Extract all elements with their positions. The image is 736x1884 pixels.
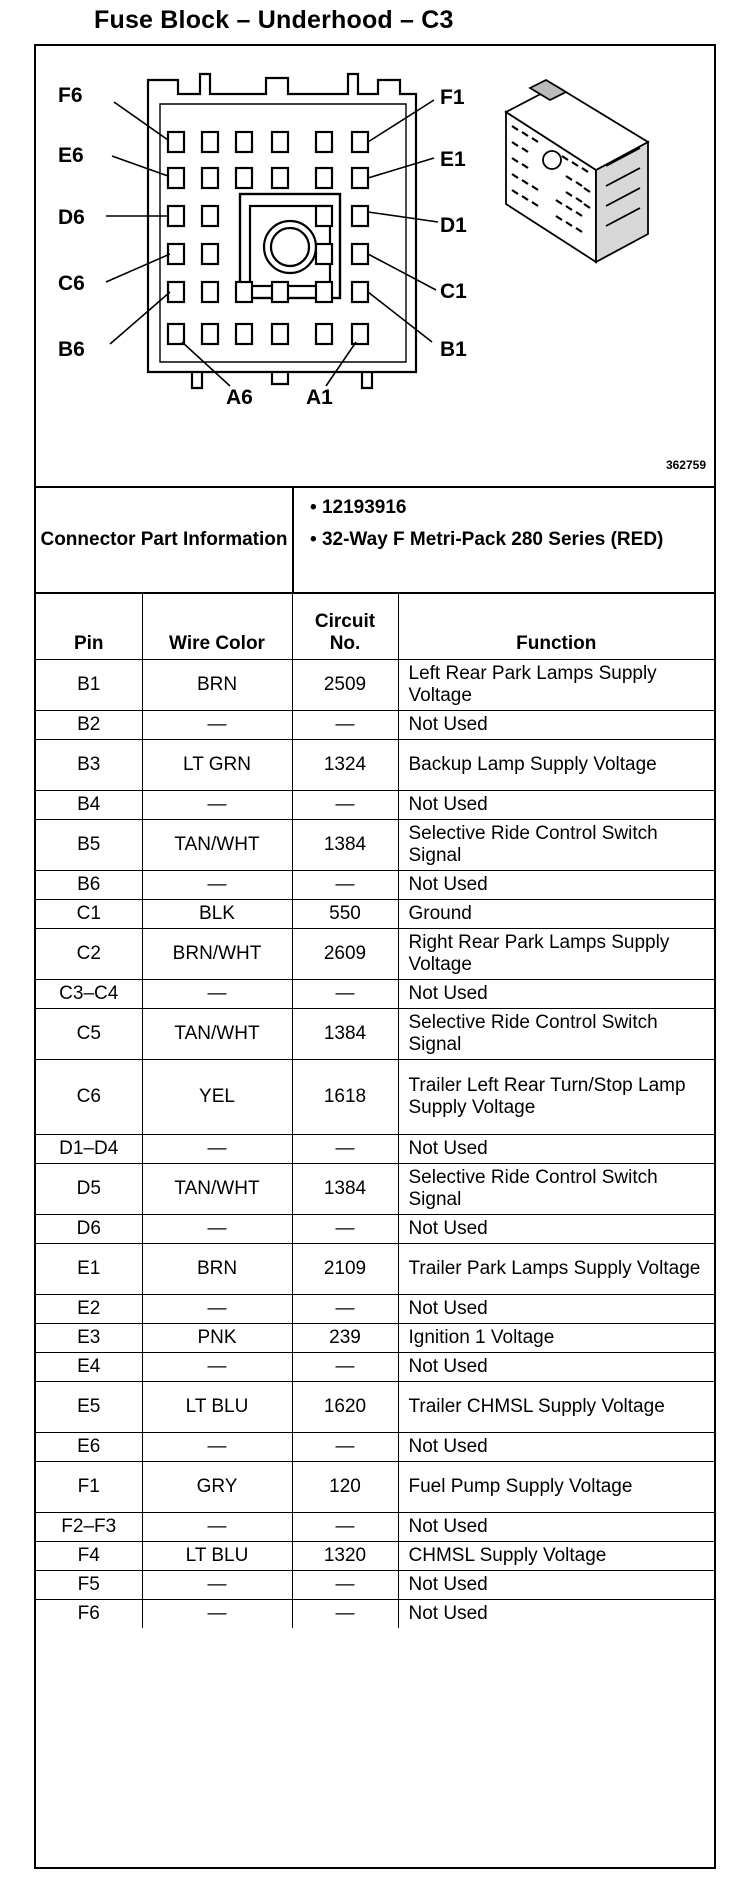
cavity-F4 (236, 132, 252, 152)
header-function: Function (398, 593, 714, 660)
cell-pin: B2 (36, 711, 142, 740)
cell-function: CHMSL Supply Voltage (398, 1542, 714, 1571)
cell-function: Not Used (398, 1353, 714, 1382)
cavity-D5 (202, 206, 218, 226)
cell-function: Not Used (398, 1433, 714, 1462)
iso-latch (543, 151, 561, 169)
table-row (36, 1215, 714, 1244)
cell-circuit: 2509 (292, 660, 398, 711)
cell-pin: E5 (36, 1382, 142, 1433)
cell-wire-color: — (142, 711, 292, 740)
table-row (36, 900, 714, 929)
cell-pin: C6 (36, 1060, 142, 1135)
pin-table (36, 592, 714, 1628)
cavity-E2 (316, 168, 332, 188)
cell-circuit: — (292, 980, 398, 1009)
cell-function: Not Used (398, 1571, 714, 1600)
cavity-E5 (202, 168, 218, 188)
label-F1: F1 (440, 86, 465, 109)
cell-pin: E6 (36, 1433, 142, 1462)
cell-function: Right Rear Park Lamps Supply Voltage (398, 929, 714, 980)
header-wire-color: Wire Color (142, 593, 292, 660)
cell-wire-color: — (142, 980, 292, 1009)
cavity-A1 (352, 324, 368, 344)
connector-iso-view (506, 80, 648, 262)
cavity-D2 (316, 206, 332, 226)
cell-wire-color: — (142, 1353, 292, 1382)
cell-circuit: — (292, 1215, 398, 1244)
cell-wire-color: BRN (142, 660, 292, 711)
cell-function: Trailer Park Lamps Supply Voltage (398, 1244, 714, 1295)
table-row (36, 1353, 714, 1382)
leader-F1 (368, 100, 434, 142)
cell-function: Not Used (398, 980, 714, 1009)
leader-A6 (182, 342, 230, 386)
cell-wire-color: — (142, 1513, 292, 1542)
table-row (36, 660, 714, 711)
table-row (36, 1462, 714, 1513)
table-row (36, 1382, 714, 1433)
cell-wire-color: TAN/WHT (142, 820, 292, 871)
table-row (36, 1135, 714, 1164)
cell-pin: C2 (36, 929, 142, 980)
table-row (36, 1060, 714, 1135)
label-D1: D1 (440, 214, 467, 237)
cell-wire-color: — (142, 1600, 292, 1629)
cell-function: Not Used (398, 1215, 714, 1244)
cell-circuit: 1324 (292, 740, 398, 791)
cell-wire-color: TAN/WHT (142, 1009, 292, 1060)
connector-part-details (310, 496, 700, 560)
cell-pin: D6 (36, 1215, 142, 1244)
cavity-D6 (168, 206, 184, 226)
cell-pin: F5 (36, 1571, 142, 1600)
cell-pin: D5 (36, 1164, 142, 1215)
cell-circuit: — (292, 1135, 398, 1164)
table-row (36, 929, 714, 980)
cell-wire-color: YEL (142, 1060, 292, 1135)
cell-function: Not Used (398, 1135, 714, 1164)
cell-wire-color: LT GRN (142, 740, 292, 791)
cavity-E4 (236, 168, 252, 188)
connector-frame (34, 44, 716, 1869)
cell-circuit: — (292, 1571, 398, 1600)
cavity-F5 (202, 132, 218, 152)
cell-function: Not Used (398, 1295, 714, 1324)
cell-circuit: 120 (292, 1462, 398, 1513)
cell-wire-color: — (142, 1571, 292, 1600)
cell-pin: E3 (36, 1324, 142, 1353)
cell-circuit: — (292, 1513, 398, 1542)
cell-wire-color: BLK (142, 900, 292, 929)
label-D6: D6 (58, 206, 85, 229)
connector-diagram (36, 46, 714, 488)
header-pin: Pin (36, 593, 142, 660)
page-title: Fuse Block – Underhood – C3 (94, 6, 454, 34)
cavity-D1 (352, 206, 368, 226)
cavity-F3 (272, 132, 288, 152)
cavity-C6 (168, 244, 184, 264)
cavity-B2 (316, 282, 332, 302)
cell-pin: B5 (36, 820, 142, 871)
latch-ring-inner (271, 228, 309, 266)
header-circuit-no: Circuit No. (292, 593, 398, 660)
pin-table-header (36, 593, 714, 660)
cell-wire-color: — (142, 871, 292, 900)
cell-function: Trailer Left Rear Turn/Stop Lamp Supply Voltage (398, 1060, 714, 1135)
table-row (36, 1244, 714, 1295)
cell-circuit: 239 (292, 1324, 398, 1353)
connector-part-description: • 32-Way F Metri-Pack 280 Series (RED) (310, 529, 664, 550)
label-C1: C1 (440, 280, 467, 303)
cavity-A2 (316, 324, 332, 344)
cell-pin: C3–C4 (36, 980, 142, 1009)
table-row (36, 1542, 714, 1571)
cell-circuit: — (292, 711, 398, 740)
cell-function: Trailer CHMSL Supply Voltage (398, 1382, 714, 1433)
cavity-E1 (352, 168, 368, 188)
connector-part-number: • 12193916 (310, 497, 407, 518)
cavity-E6 (168, 168, 184, 188)
cell-circuit: 1384 (292, 1164, 398, 1215)
table-row (36, 1433, 714, 1462)
cell-circuit: 1620 (292, 1382, 398, 1433)
cell-circuit: — (292, 871, 398, 900)
cell-wire-color: — (142, 1135, 292, 1164)
leader-A1 (326, 342, 356, 386)
leader-E1 (368, 158, 434, 178)
cell-circuit: — (292, 791, 398, 820)
label-A1: A1 (306, 386, 333, 409)
connector-drawing (36, 46, 714, 486)
cell-function: Not Used (398, 711, 714, 740)
cell-function: Selective Ride Control Switch Signal (398, 820, 714, 871)
cell-function: Not Used (398, 1600, 714, 1629)
table-row (36, 871, 714, 900)
table-row (36, 1295, 714, 1324)
cell-circuit: — (292, 1295, 398, 1324)
table-row (36, 1009, 714, 1060)
diagram-part-number: 362759 (665, 458, 706, 472)
cell-pin: B4 (36, 791, 142, 820)
cell-wire-color: BRN (142, 1244, 292, 1295)
cell-function: Not Used (398, 791, 714, 820)
cavity-C2 (316, 244, 332, 264)
cell-wire-color: — (142, 1215, 292, 1244)
cell-function: Fuel Pump Supply Voltage (398, 1462, 714, 1513)
leader-D1 (368, 212, 438, 222)
table-row (36, 1513, 714, 1542)
connector-part-label: Connector Part Information (36, 488, 294, 592)
cell-wire-color: PNK (142, 1324, 292, 1353)
table-row (36, 711, 714, 740)
cell-circuit: — (292, 1433, 398, 1462)
cavity-C1 (352, 244, 368, 264)
cell-pin: D1–D4 (36, 1135, 142, 1164)
table-row (36, 1164, 714, 1215)
label-B1: B1 (440, 338, 467, 361)
cell-function: Backup Lamp Supply Voltage (398, 740, 714, 791)
cavity-B1 (352, 282, 368, 302)
cell-circuit: 1384 (292, 820, 398, 871)
cell-wire-color: — (142, 1433, 292, 1462)
leader-B1 (368, 292, 432, 342)
label-F6: F6 (58, 84, 83, 107)
cell-pin: E4 (36, 1353, 142, 1382)
cavity-B5 (202, 282, 218, 302)
connector-part-info (36, 488, 714, 594)
cell-wire-color: TAN/WHT (142, 1164, 292, 1215)
label-A6: A6 (226, 386, 253, 409)
table-row (36, 740, 714, 791)
cavity-F2 (316, 132, 332, 152)
cell-circuit: 1384 (292, 1009, 398, 1060)
cavity-A4 (236, 324, 252, 344)
label-B6: B6 (58, 338, 85, 361)
table-row (36, 820, 714, 871)
cavity-A6 (168, 324, 184, 344)
cell-circuit: — (292, 1600, 398, 1629)
cell-function: Ground (398, 900, 714, 929)
cell-circuit: 2109 (292, 1244, 398, 1295)
cell-function: Selective Ride Control Switch Signal (398, 1164, 714, 1215)
cell-wire-color: BRN/WHT (142, 929, 292, 980)
cell-circuit: 1320 (292, 1542, 398, 1571)
cavity-F1 (352, 132, 368, 152)
cell-pin: F2–F3 (36, 1513, 142, 1542)
cell-wire-color: LT BLU (142, 1382, 292, 1433)
cell-wire-color: — (142, 1295, 292, 1324)
cavity-B3 (272, 282, 288, 302)
cavity-B4 (236, 282, 252, 302)
table-row (36, 791, 714, 820)
table-row (36, 1324, 714, 1353)
cell-function: Selective Ride Control Switch Signal (398, 1009, 714, 1060)
cavity-A3 (272, 324, 288, 344)
cell-function: Ignition 1 Voltage (398, 1324, 714, 1353)
cell-wire-color: — (142, 791, 292, 820)
table-row (36, 1600, 714, 1629)
leader-C1 (368, 254, 436, 290)
cell-pin: B3 (36, 740, 142, 791)
cavity-B6 (168, 282, 184, 302)
label-C6: C6 (58, 272, 85, 295)
cell-circuit: 2609 (292, 929, 398, 980)
label-E1: E1 (440, 148, 466, 171)
cell-circuit: 550 (292, 900, 398, 929)
cell-function: Not Used (398, 871, 714, 900)
cell-pin: C5 (36, 1009, 142, 1060)
table-row (36, 1571, 714, 1600)
cell-wire-color: GRY (142, 1462, 292, 1513)
cell-pin: E1 (36, 1244, 142, 1295)
cavity-C5 (202, 244, 218, 264)
cell-pin: F4 (36, 1542, 142, 1571)
cell-circuit: 1618 (292, 1060, 398, 1135)
cell-pin: C1 (36, 900, 142, 929)
cell-pin: F1 (36, 1462, 142, 1513)
cell-pin: B1 (36, 660, 142, 711)
cell-pin: E2 (36, 1295, 142, 1324)
cell-wire-color: LT BLU (142, 1542, 292, 1571)
cavity-E3 (272, 168, 288, 188)
cavity-F6 (168, 132, 184, 152)
table-row (36, 980, 714, 1009)
cell-pin: F6 (36, 1600, 142, 1629)
leader-B6 (110, 292, 170, 344)
cell-circuit: — (292, 1353, 398, 1382)
connector-bottom-tabs (192, 372, 372, 388)
label-E6: E6 (58, 144, 84, 167)
cavity-A5 (202, 324, 218, 344)
cell-function: Not Used (398, 1513, 714, 1542)
cell-function: Left Rear Park Lamps Supply Voltage (398, 660, 714, 711)
cell-pin: B6 (36, 871, 142, 900)
